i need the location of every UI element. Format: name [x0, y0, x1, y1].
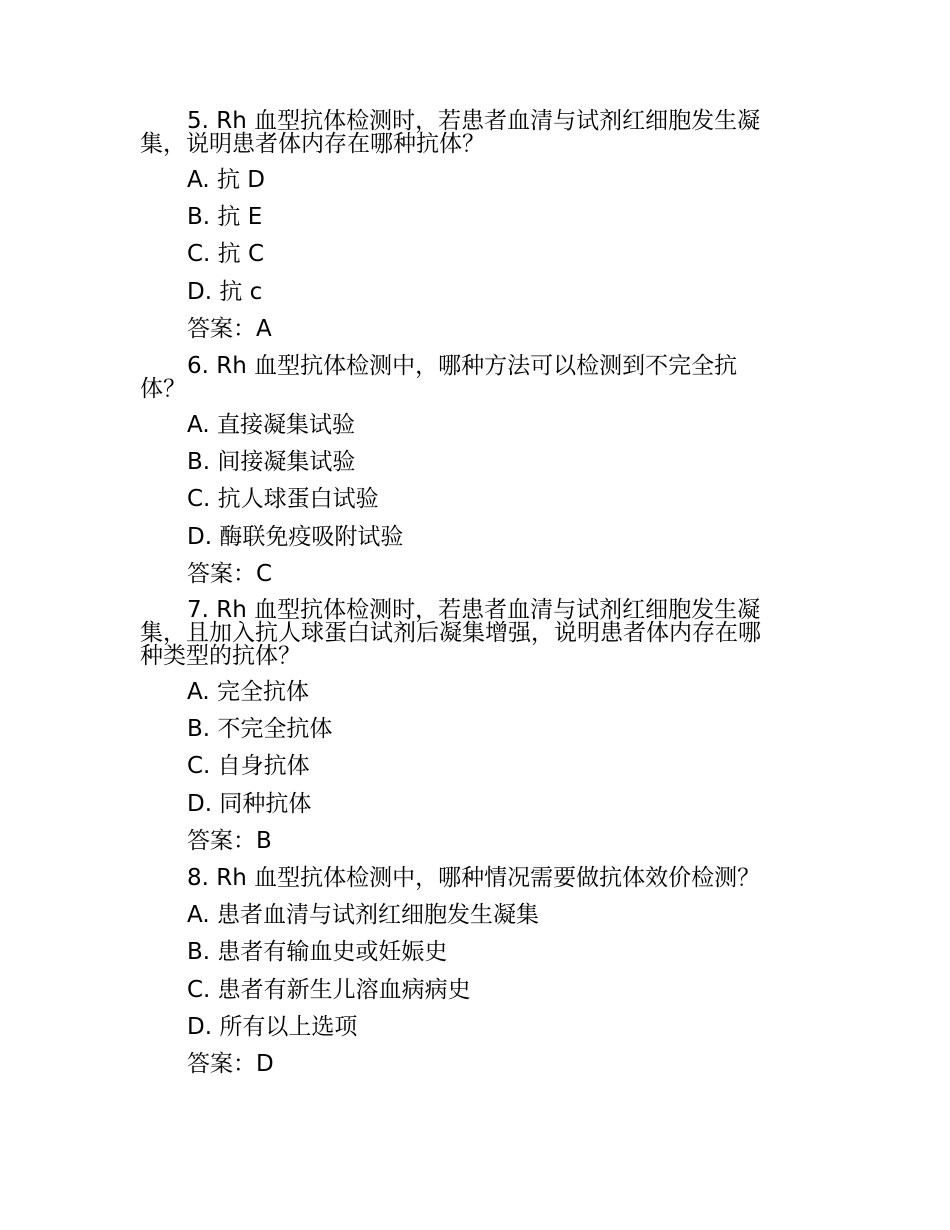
question-5-answer: 答案：A — [187, 316, 272, 342]
question-8-option-c: C. 患者有新生儿溶血病病史 — [187, 977, 471, 1003]
question-8-option-d: D. 所有以上选项 — [187, 1014, 358, 1040]
question-6-line-1: 6. Rh 血型抗体检测中，哪种方法可以检测到不完全抗 — [187, 353, 738, 379]
question-8-option-a: A. 患者血清与试剂红细胞发生凝集 — [187, 902, 539, 928]
question-6-option-a: A. 直接凝集试验 — [187, 412, 355, 438]
question-6-line-2: 体？ — [140, 376, 186, 402]
question-7-option-c: C. 自身抗体 — [187, 753, 310, 779]
question-5-option-b: B. 抗 E — [187, 204, 263, 230]
question-7-line-3: 种类型的抗体？ — [140, 643, 301, 669]
question-7-option-a: A. 完全抗体 — [187, 679, 309, 705]
question-6-option-b: B. 间接凝集试验 — [187, 449, 356, 475]
question-5-line-1: 5. Rh 血型抗体检测时，若患者血清与试剂红细胞发生凝 — [187, 108, 761, 134]
question-7-line-1: 7. Rh 血型抗体检测时，若患者血清与试剂红细胞发生凝 — [187, 597, 761, 623]
question-5-option-c: C. 抗 C — [187, 241, 265, 267]
question-6-option-c: C. 抗人球蛋白试验 — [187, 486, 379, 512]
question-5-option-d: D. 抗 c — [187, 279, 263, 305]
question-7-answer: 答案：B — [187, 828, 272, 854]
question-8-line-1: 8. Rh 血型抗体检测中，哪种情况需要做抗体效价检测？ — [187, 865, 761, 891]
question-7-option-b: B. 不完全抗体 — [187, 716, 333, 742]
question-7-line-2: 集，且加入抗人球蛋白试剂后凝集增强，说明患者体内存在哪 — [140, 620, 761, 646]
question-7-option-d: D. 同种抗体 — [187, 791, 312, 817]
question-5-line-2: 集，说明患者体内存在哪种抗体？ — [140, 131, 485, 157]
question-6-option-d: D. 酶联免疫吸附试验 — [187, 524, 404, 550]
question-5-option-a: A. 抗 D — [187, 167, 265, 193]
question-8-answer: 答案：D — [187, 1051, 274, 1077]
question-8-option-b: B. 患者有输血史或妊娠史 — [187, 939, 448, 965]
question-6-answer: 答案：C — [187, 561, 273, 587]
